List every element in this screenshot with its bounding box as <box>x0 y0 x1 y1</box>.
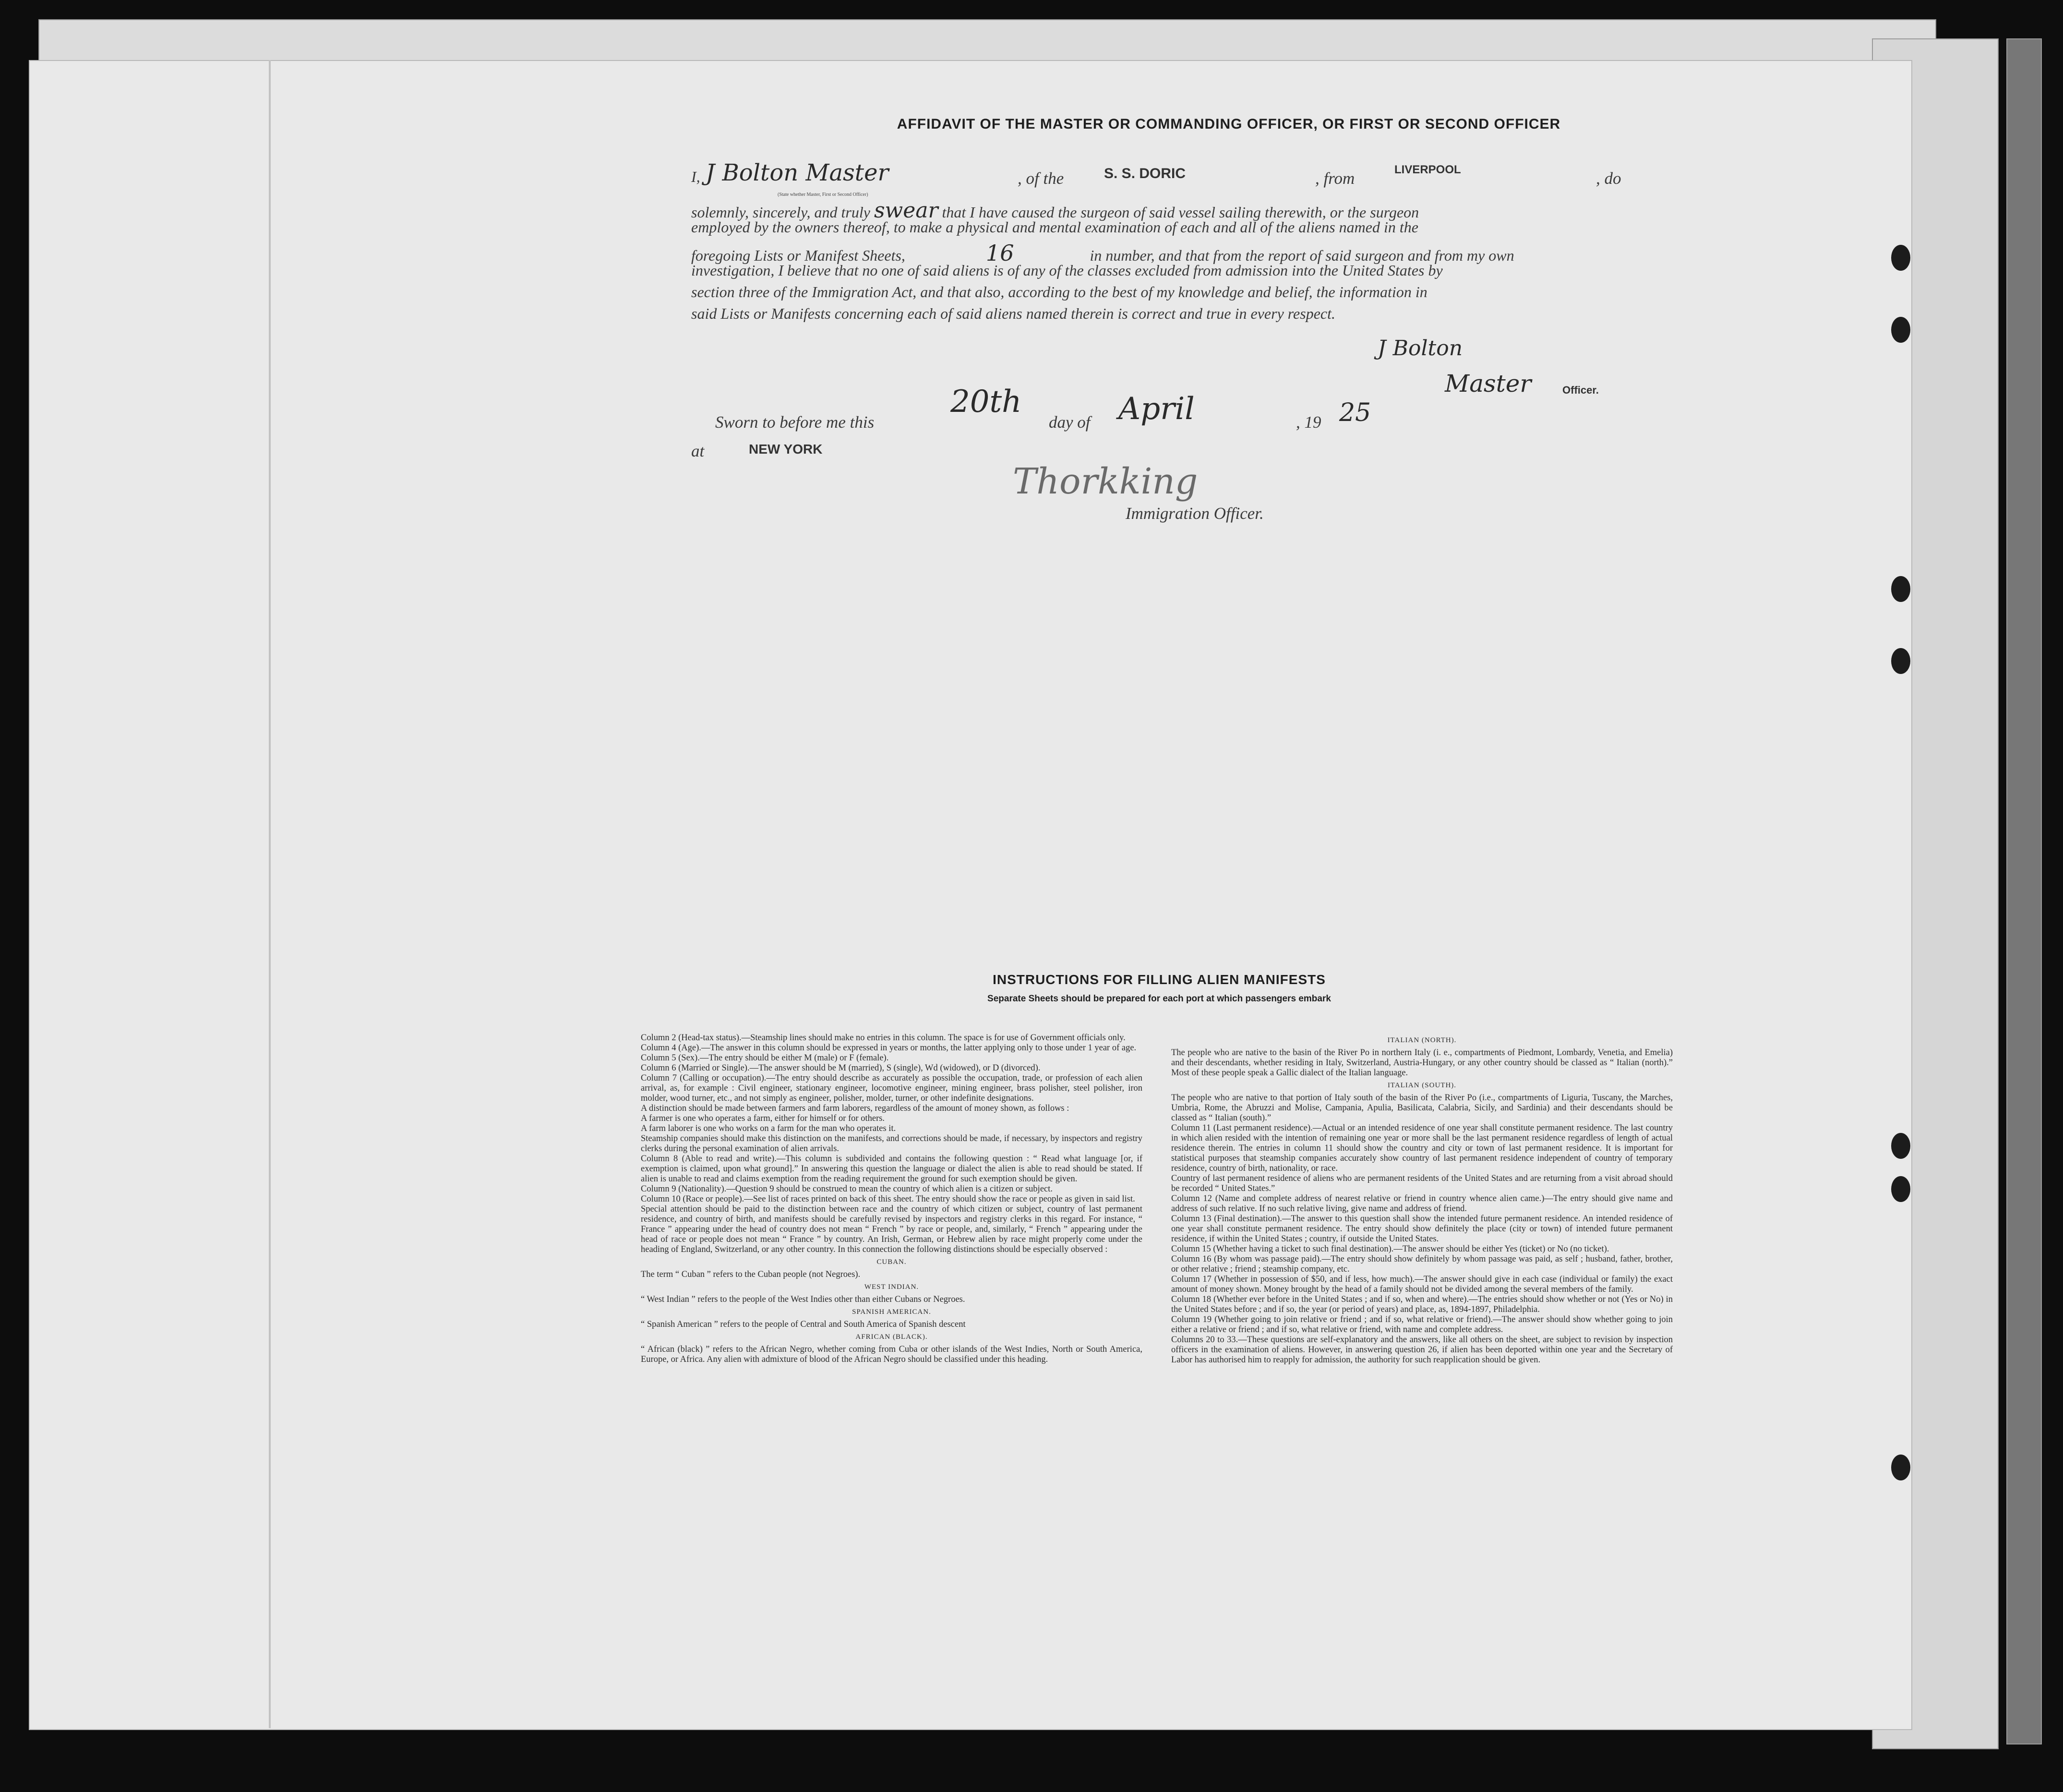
instructions-title: INSTRUCTIONS FOR FILLING ALIEN MANIFESTS <box>993 972 1326 987</box>
text-from: , from <box>1315 169 1355 188</box>
affidavit-line-5: investigation, I believe that no one of said aliens is of any of the classes excluded from admission into the United States by <box>691 262 1443 279</box>
master-signature: J Bolton <box>1378 336 1463 361</box>
handwritten-count: 16 <box>985 240 1014 266</box>
immigration-officer-label: Immigration Officer. <box>1126 504 1264 523</box>
text-in-number: in number, and that from the report of said surgeon and from my own <box>1090 247 1514 264</box>
affidavit-title: AFFIDAVIT OF THE MASTER OR COMMANDING OFFICER, OR FIRST OR SECOND OFFICER <box>897 116 1561 132</box>
handwritten-swear: swear <box>874 198 938 223</box>
punch-hole <box>1891 245 1910 271</box>
cuban-text: The term “ Cuban ” refers to the Cuban people (not Negroes). <box>641 1270 861 1279</box>
background-sheet-edge <box>2006 38 2042 1744</box>
master-signature-title: Master <box>1445 370 1532 397</box>
instr-farmer-distinction: A distinction should be made between farmers and farm laborers, regardless of the amount of money shown, as follows : <box>641 1104 1069 1113</box>
text-do: , do <box>1596 169 1621 188</box>
instr-us-residents: Country of last permanent residence of aliens who are permanent residents of the United States and are returning from a visit abroad should be recorded “ United States.” <box>1171 1174 1673 1193</box>
instr-column-16: Column 16 (By whom was passage paid).—The entry should show definitely by whom passage was paid, as self ; husband, father, brother, or other relative ; friend ; steamship company, etc. <box>1171 1254 1673 1274</box>
punch-hole <box>1891 576 1910 602</box>
instr-column-17: Column 17 (Whether in possession of $50, and if less, how much).—The answer should give in each case (individual or family) the exact amount of money shown. Money brought by the head of a family should not be divided among the several members of the family. <box>1171 1275 1673 1294</box>
instr-farmer: A farmer is one who operates a farm, either for himself or for others. <box>641 1114 885 1123</box>
italian-north-heading: ITALIAN (NORTH). <box>1387 1036 1457 1044</box>
punch-hole <box>1891 317 1910 343</box>
text-surgeon: that I have caused the surgeon of said vessel sailing therewith, or the surgeon <box>942 204 1419 221</box>
italian-south-text: The people who are native to that portion of Italy south of the basin of the River Po (i.e., compartments of Liguria, Tuscany, the Marches, Umbria, Rome, the Abruzzi and Molise, Campania, Apulia, Basilicata, Calabria, Sicily, and Sardinia) and their descendants should be classed as “ Italian (south).” <box>1171 1093 1673 1123</box>
handwritten-month: April <box>1118 391 1195 427</box>
african-text: “ African (black) ” refers to the African Negro, whether coming from Cuba or other islands of the West Indies, North or South America, Europe, or Africa. Any alien with admixture of blood of the African Negro should be classified under this heading. <box>641 1345 1142 1364</box>
west-indian-text: “ West Indian ” refers to the people of the West Indies other than either Cubans or Negroes. <box>641 1295 965 1304</box>
spanish-american-text: “ Spanish American ” refers to the people of Central and South America of Spanish descent <box>641 1320 966 1329</box>
italian-north-text: The people who are native to the basin of the River Po in northern Italy (i. e., compartments of Piedmont, Lombardy, Venetia, and Emelia) and their descendants, whether residing in Italy, Switzerland, Austria-Hungary, or any other country should be classed as “ Italian (north).” Most of these people speak a Gallic dialect of the Italian language. <box>1171 1048 1673 1078</box>
instr-column-5: Column 5 (Sex).—The entry should be either M (male) or F (female). <box>641 1053 889 1063</box>
italian-south-heading: ITALIAN (SOUTH). <box>1387 1082 1457 1089</box>
instr-columns-20-33: Columns 20 to 33.—These questions are self-explanatory and the answers, like all others on the sheet, are subject to revision by inspection officers in the examination of aliens. However, in answering question 26, if alien has been deported within one year and the Secretary of Labor has authorised him to reapply for admission, the authority for such reapplication should be given. <box>1171 1335 1673 1365</box>
instr-column-19: Column 19 (Whether going to join relative or friend ; and if so, what relative or friend).—The answer should show whether going to join either a relative or friend ; and if so, what relative or friend, with name and complete address. <box>1171 1315 1673 1335</box>
departure-port: LIVERPOOL <box>1394 163 1461 176</box>
cuban-heading: CUBAN. <box>876 1258 907 1266</box>
affidavit-line-3: employed by the owners thereof, to make a physical and mental examination of each and all of the aliens named in the <box>691 218 1418 236</box>
instr-column-15: Column 15 (Whether having a ticket to such final destination).—The answer should be either Yes (ticket) or No (no ticket). <box>1171 1244 1609 1254</box>
instr-column-6: Column 6 (Married or Single).—The answer should be M (married), S (single), Wd (widowed), or D (divorced). <box>641 1063 1041 1073</box>
immigration-officer-signature: Thorkking <box>1013 461 1198 502</box>
city-stamp: NEW YORK <box>749 442 823 457</box>
handwritten-day: 20th <box>950 384 1022 420</box>
instr-steamship: Steamship companies should make this distinction on the manifests, and corrections should be made, if necessary, by inspectors and registry clerks during the personal examination of alien arrivals. <box>641 1134 1142 1154</box>
instr-column-2: Column 2 (Head-tax status).—Steamship lines should make no entries in this column. The space is for use of Government officials only. <box>641 1033 1126 1043</box>
instr-column-11: Column 11 (Last permanent residence).—Actual or an intended residence of one year shall constitute permanent residence. The last country in which alien resided with the intention of remaining one year or more shall be the last permanent residence regardless of length of actual residence therein. The entries in column 11 should show the country and city or town of last permanent residence. It is important for statistical purposes that steamship companies accurately show country of last permanent residence independent of country of temporary residence, country of birth, nationality, or race. <box>1171 1123 1673 1173</box>
instr-column-10: Column 10 (Race or people).—See list of races printed on back of this sheet. The entry should show the race or people as given in said list. <box>641 1194 1135 1204</box>
punch-hole <box>1891 1133 1910 1159</box>
instr-column-4: Column 4 (Age).—The answer in this column should be expressed in years or months, the latter applying only to those under 1 year of age. <box>641 1043 1137 1053</box>
page-fold <box>269 60 271 1728</box>
text-solemnly: solemnly, sincerely, and truly <box>691 204 870 221</box>
punch-hole <box>1891 1455 1910 1480</box>
text-i: I, <box>691 168 700 185</box>
instructions-right-column <box>1171 1033 1673 1365</box>
african-heading: AFRICAN (BLACK). <box>855 1333 928 1341</box>
instr-column-8: Column 8 (Able to read and write).—This column is subdivided and contains the following question : “ Read what language [or, if exemption is claimed, upon what ground].” In answering this question the language or dialect the alien is able to read should be stated. If alien is unable to read and claims exemption from the reading requirement the ground for such exemption should be given. <box>641 1154 1142 1184</box>
instr-column-9: Column 9 (Nationality).—Question 9 should be construed to mean the country of which alien is a citizen or subject. <box>641 1184 1053 1194</box>
instr-column-13: Column 13 (Final destination).—The answer to this question shall show the intended future permanent residence. An intended residence of one year shall constitute permanent residence. The entry should show definitely the place (city or town) of intended future permanent residence, if within the United States ; country, if outside the United States. <box>1171 1214 1673 1244</box>
instructions-left-column <box>641 1033 1142 1365</box>
affidavit-line-6: section three of the Immigration Act, and that also, according to the best of my knowledge and belief, the information in <box>691 283 1427 301</box>
officer-label: Officer. <box>1562 384 1599 396</box>
instr-column-18: Column 18 (Whether ever before in the United States ; and if so, when and where).—The entries should show whether or not (Yes or No) in the United States before ; and if so, the year (or period of years) and place, as, 1894-1897, Philadelphia. <box>1171 1295 1673 1314</box>
text-lists: foregoing Lists or Manifest Sheets, <box>691 247 905 264</box>
west-indian-heading: WEST INDIAN. <box>864 1283 919 1291</box>
at-text: at <box>691 442 705 460</box>
affidavit-line-7: said Lists or Manifests concerning each of said aliens named therein is correct and true in every respect. <box>691 305 1335 322</box>
year-prefix: , 19 <box>1296 413 1321 432</box>
instr-special-attention: Special attention should be paid to the distinction between race and the country of which citizen or subject, country of last permanent residence, and country of birth, and manifests should be carefully revised by inspectors and registry clerks in this regard. For instance, “ France ” appearing under the head of country does not mean “ French ” by race or people, and, similarly, “ French ” appearing under the head of race or people does not mean “ France ” by country. An Irish, German, or Hebrew alien by race might properly come under the heading of England, Switzerland, or any other country. In this connection the following distinctions should be especially observed : <box>641 1204 1142 1254</box>
punch-hole <box>1891 648 1910 674</box>
handwritten-year: 25 <box>1339 398 1371 427</box>
instr-farm-laborer: A farm laborer is one who works on a farm for the man who operates it. <box>641 1124 896 1133</box>
ship-name: S. S. DORIC <box>1104 166 1186 181</box>
spanish-american-heading: SPANISH AMERICAN. <box>852 1308 931 1316</box>
punch-hole <box>1891 1176 1910 1202</box>
handwritten-master-name: J Bolton Master <box>706 159 889 186</box>
text-of-the: , of the <box>1018 169 1064 188</box>
day-of-text: day of <box>1049 413 1091 432</box>
sworn-text: Sworn to before me this <box>715 413 875 432</box>
instr-column-12: Column 12 (Name and complete address of nearest relative or friend in country whence alien came.)—The entry should give name and address of such relative. If no such relative living, give name and address of friend. <box>1171 1194 1673 1214</box>
instructions-subtitle: Separate Sheets should be prepared for each port at which passengers embark <box>987 994 1331 1004</box>
instr-column-7: Column 7 (Calling or occupation).—The entry should describe as accurately as possible the occupation, trade, or profession of each alien arrival, as, for example : Civil engineer, stationary engineer, locomotive engineer, mining engineer, brass polisher, steel polisher, iron molder, wood turner, etc., and not simply as engineer, polisher, molder, turner, or other indefinite designations. <box>641 1073 1142 1103</box>
title-note: (State whether Master, First or Second Officer) <box>778 192 868 197</box>
